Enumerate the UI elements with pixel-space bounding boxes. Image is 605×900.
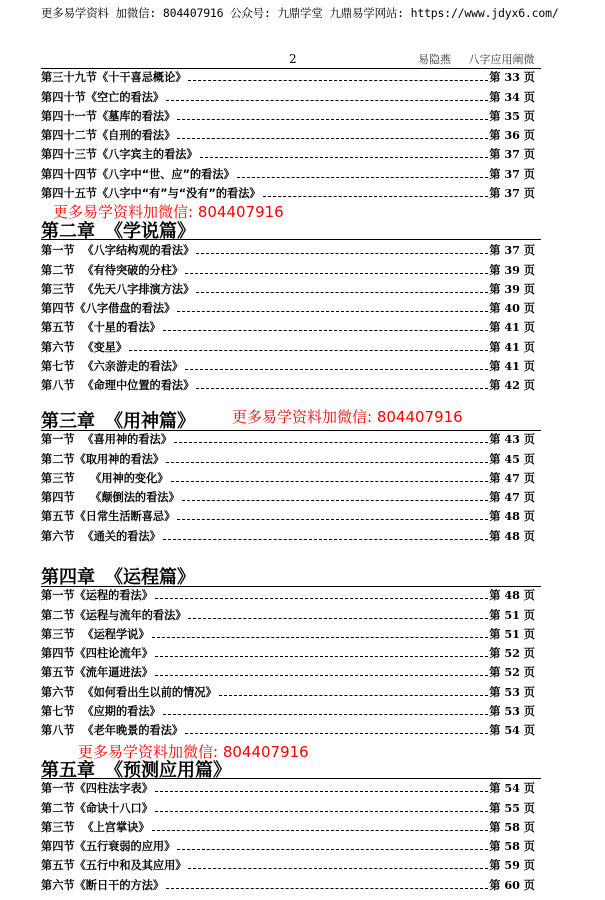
entry-title: 《六亲游走的看法》: [82, 360, 184, 374]
dot-leader: [177, 119, 488, 120]
toc-entry[interactable]: [41, 505, 535, 524]
entry-page: 第 51 页: [489, 607, 535, 622]
toc-entry[interactable]: [41, 584, 535, 603]
entry-page: 第 48 页: [489, 509, 535, 524]
toc-entry[interactable]: [41, 680, 535, 699]
entry-title: 《流年逼进法》: [74, 666, 153, 680]
dot-leader: [177, 311, 488, 312]
toc-block-chapter3: [41, 428, 535, 544]
entry-page: 第 51 页: [489, 626, 535, 641]
entry-section: 第三十九节: [41, 71, 97, 85]
entry-title: 《墓库的看法》: [96, 109, 176, 123]
toc-entry[interactable]: [41, 182, 535, 201]
toc-entry[interactable]: [41, 603, 535, 622]
entry-section: 第五节: [41, 859, 75, 873]
dot-leader: [129, 350, 488, 351]
entry-page: 第 35 页: [489, 108, 535, 123]
entry-page: 第 33 页: [489, 70, 535, 85]
entry-page: 第 48 页: [489, 528, 535, 543]
toc-entry[interactable]: [41, 335, 535, 354]
entry-page: 第 37 页: [489, 186, 535, 201]
entry-section: 第六节: [41, 685, 75, 699]
toc-block-1: [41, 66, 535, 201]
entry-page: 第 40 页: [489, 301, 535, 316]
chapter-label: 第三章: [41, 411, 95, 432]
entry-section: 第二节: [41, 452, 75, 466]
entry-page: 第 47 页: [489, 490, 535, 505]
dot-leader: [188, 618, 488, 619]
dot-leader: [166, 888, 488, 889]
toc-entry[interactable]: [41, 297, 535, 316]
toc-entry[interactable]: [41, 835, 535, 854]
entry-page: 第 45 页: [489, 451, 535, 466]
entry-section: 第八节: [41, 724, 75, 738]
entry-section: 第一节: [41, 244, 75, 258]
entry-page: 第 37 页: [489, 166, 535, 181]
toc-entry[interactable]: [41, 66, 535, 85]
header-book-title: 八字应用阐微: [468, 53, 535, 66]
entry-page: 第 55 页: [489, 800, 535, 815]
toc-entry[interactable]: [41, 796, 535, 815]
dot-leader: [185, 273, 488, 274]
entry-section: 第四十二节: [41, 129, 97, 143]
entry-page: 第 60 页: [489, 877, 535, 892]
dot-leader: [188, 868, 488, 869]
entry-title: 《八字中“有”与“没有”的看法》: [96, 187, 261, 201]
entry-section: 第六节: [41, 529, 75, 543]
entry-title: 《断日干的方法》: [74, 878, 165, 892]
entry-title: 《空亡的看法》: [85, 90, 165, 104]
dot-leader: [177, 138, 488, 139]
entry-section: 第四节: [41, 491, 75, 505]
entry-section: 第五节: [41, 666, 75, 680]
entry-title: 《十干喜忌概论》: [96, 71, 187, 85]
dot-leader: [200, 157, 489, 158]
entry-title: 《五行中和及其应用》: [74, 859, 187, 873]
entry-title: 《先天八字排演方法》: [82, 282, 195, 296]
entry-page: 第 48 页: [489, 588, 535, 603]
entry-page: 第 36 页: [489, 128, 535, 143]
chapter-label: 第五章: [41, 760, 95, 781]
top-banner: 更多易学资料 加微信: 804407916 公众号: 九鼎学堂 九鼎易学网站: https://www.jdyx6.com/: [41, 6, 559, 20]
dot-leader: [155, 675, 488, 676]
toc-entry[interactable]: [41, 143, 535, 162]
dot-leader: [174, 442, 488, 443]
dot-leader: [182, 500, 489, 501]
entry-section: 第四节: [41, 647, 75, 661]
entry-page: 第 52 页: [489, 665, 535, 680]
entry-title: 《命理中位置的看法》: [82, 379, 195, 393]
dot-leader: [219, 695, 489, 696]
toc-entry[interactable]: [41, 854, 535, 873]
dot-leader: [152, 637, 489, 638]
entry-section: 第一节: [41, 433, 75, 447]
entry-title: 《有待突破的分柱》: [82, 263, 184, 277]
entry-section: 第五节: [41, 510, 75, 524]
dot-leader: [155, 811, 488, 812]
entry-page: 第 41 页: [489, 339, 535, 354]
entry-title: 《运程与流年的看法》: [74, 608, 187, 622]
entry-section: 第四十节: [41, 90, 86, 104]
dot-leader: [177, 849, 488, 850]
dot-leader: [152, 830, 489, 831]
entry-page: 第 41 页: [489, 320, 535, 335]
entry-title: 《运程学说》: [82, 627, 150, 641]
dot-leader: [166, 462, 488, 463]
entry-page: 第 58 页: [489, 839, 535, 854]
entry-section: 第三节: [41, 627, 75, 641]
entry-section: 第六节: [41, 878, 75, 892]
entry-title: 《自刑的看法》: [96, 129, 176, 143]
watermark-text: 更多易学资料加微信: 804407916: [232, 408, 463, 426]
chapter-label: 第四章: [41, 567, 95, 588]
entry-title: 《五行衰弱的应用》: [74, 840, 176, 854]
entry-section: 第七节: [41, 705, 75, 719]
toc-entry[interactable]: [41, 316, 535, 335]
dot-leader: [185, 733, 488, 734]
toc-entry[interactable]: [41, 816, 535, 835]
entry-title: 《通关的看法》: [82, 529, 161, 543]
entry-section: 第三节: [41, 820, 75, 834]
entry-section: 第七节: [41, 360, 75, 374]
entry-title: 《老年晚景的看法》: [82, 724, 184, 738]
entry-section: 第一节: [41, 589, 75, 603]
entry-section: 第二节: [41, 608, 75, 622]
toc-entry[interactable]: [41, 642, 535, 661]
entry-section: 第四节: [41, 302, 75, 316]
entry-page: 第 59 页: [489, 858, 535, 873]
toc-entry[interactable]: [41, 355, 535, 374]
entry-page: 第 43 页: [489, 432, 535, 447]
entry-section: 第六节: [41, 340, 75, 354]
chapter-title: 《用神篇》: [105, 411, 195, 432]
dot-leader: [166, 100, 488, 101]
entry-section: 第三节: [41, 471, 75, 485]
entry-page: 第 52 页: [489, 646, 535, 661]
dot-leader: [185, 369, 488, 370]
toc-entry[interactable]: [41, 374, 535, 393]
entry-page: 第 54 页: [489, 723, 535, 738]
watermark-text: 更多易学资料加微信: 804407916: [78, 743, 309, 761]
chapter-title: 《学说篇》: [105, 221, 195, 242]
entry-title: 《如何看出生以前的情况》: [82, 685, 217, 699]
entry-title: 《颠倒法的看法》: [90, 491, 180, 505]
entry-page: 第 39 页: [489, 262, 535, 277]
dot-leader: [237, 177, 489, 178]
entry-title: 《四柱法字表》: [74, 782, 153, 796]
entry-page: 第 41 页: [489, 359, 535, 374]
entry-page: 第 58 页: [489, 819, 535, 834]
entry-title: 《日常生活断喜忌》: [74, 510, 176, 524]
dot-leader: [155, 656, 488, 657]
entry-title: 《四柱论流年》: [74, 647, 153, 661]
toc-entry[interactable]: [41, 239, 535, 258]
dot-leader: [196, 253, 488, 254]
entry-title: 《用神的变化》: [90, 471, 169, 485]
entry-page: 第 34 页: [489, 89, 535, 104]
toc-entry[interactable]: [41, 623, 535, 642]
entry-title: 《取用神的看法》: [74, 452, 165, 466]
toc-entry[interactable]: [41, 278, 535, 297]
dot-leader: [196, 292, 488, 293]
dot-leader: [196, 388, 488, 389]
toc-entry[interactable]: [41, 467, 535, 486]
entry-page: 第 47 页: [489, 470, 535, 485]
entry-section: 第一节: [41, 782, 75, 796]
entry-title: 《八字宾主的看法》: [96, 148, 198, 162]
entry-section: 第二节: [41, 263, 75, 277]
watermark-text: 更多易学资料加微信: 804407916: [53, 203, 284, 221]
toc-block-chapter2: [41, 239, 535, 393]
header-page-number: 2: [289, 52, 297, 66]
dot-leader: [177, 519, 488, 520]
entry-page: 第 37 页: [489, 243, 535, 258]
toc-block-chapter5: [41, 777, 535, 893]
toc-entry[interactable]: [41, 700, 535, 719]
entry-title: 《应期的看法》: [82, 705, 161, 719]
toc-entry[interactable]: [41, 719, 535, 738]
toc-entry[interactable]: [41, 124, 535, 143]
entry-section: 第八节: [41, 379, 75, 393]
entry-section: 第四节: [41, 840, 75, 854]
header-author: 易隐燕: [418, 53, 451, 66]
chapter-title: 《预测应用篇》: [105, 760, 231, 781]
toc-entry[interactable]: [41, 105, 535, 124]
toc-entry[interactable]: [41, 447, 535, 466]
header-book-info: [418, 51, 534, 67]
entry-page: 第 53 页: [489, 684, 535, 699]
entry-title: 《八字借盘的看法》: [74, 302, 176, 316]
toc-entry[interactable]: [41, 486, 535, 505]
entry-title: 《上宫掌诀》: [82, 820, 150, 834]
toc-block-chapter4: [41, 584, 535, 738]
dot-leader: [155, 598, 488, 599]
entry-section: 第四十三节: [41, 148, 97, 162]
toc-entry[interactable]: [41, 661, 535, 680]
entry-section: 第五节: [41, 321, 75, 335]
entry-title: 《十星的看法》: [82, 321, 161, 335]
entry-section: 第三节: [41, 282, 75, 296]
toc-entry[interactable]: [41, 162, 535, 181]
entry-page: 第 54 页: [489, 781, 535, 796]
entry-page: 第 39 页: [489, 281, 535, 296]
toc-entry[interactable]: [41, 428, 535, 447]
toc-entry[interactable]: [41, 524, 535, 543]
entry-page: 第 42 页: [489, 378, 535, 393]
entry-section: 第四十一节: [41, 109, 97, 123]
dot-leader: [155, 791, 488, 792]
dot-leader: [188, 80, 488, 81]
entry-title: 《八字中“世、应”的看法》: [96, 167, 235, 181]
toc-entry[interactable]: [41, 777, 535, 796]
entry-section: 第二节: [41, 801, 75, 815]
entry-page: 第 53 页: [489, 704, 535, 719]
entry-title: 《运程的看法》: [74, 589, 153, 603]
dot-leader: [171, 481, 489, 482]
dot-leader: [263, 196, 489, 197]
entry-title: 《八字结构观的看法》: [82, 244, 195, 258]
entry-title: 《命诀十八口》: [74, 801, 153, 815]
chapter-title: 《运程篇》: [105, 567, 195, 588]
dot-leader: [163, 714, 489, 715]
entry-section: 第四十四节: [41, 167, 97, 181]
entry-section: 第四十五节: [41, 187, 97, 201]
chapter-label: 第二章: [41, 221, 95, 242]
toc-entry[interactable]: [41, 258, 535, 277]
dot-leader: [163, 330, 489, 331]
entry-title: 《变星》: [82, 340, 128, 354]
toc-entry[interactable]: [41, 85, 535, 104]
toc-entry[interactable]: [41, 873, 535, 892]
entry-title: 《喜用神的看法》: [82, 433, 172, 447]
dot-leader: [163, 539, 489, 540]
entry-page: 第 37 页: [489, 147, 535, 162]
